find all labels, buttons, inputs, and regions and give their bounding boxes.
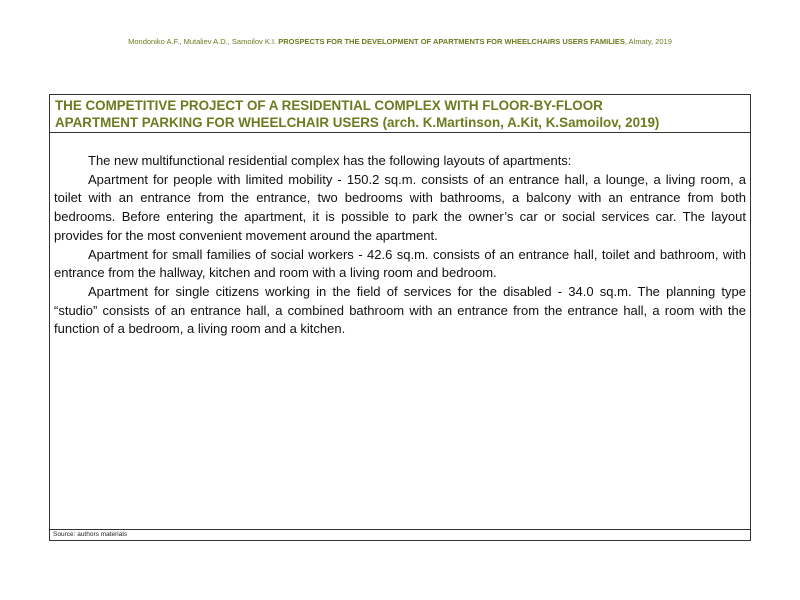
paragraph-single-citizens: Apartment for single citizens working in the field of services for the disabled - 34.0 sq.m. The planning type “studio” consists of an entrance hall, a combined bathroom with an entrance from the entrance hall, a room with the function of a bedroom, a living room and a kitchen.: [54, 283, 746, 337]
content-box: [49, 94, 751, 541]
header-paper-title: PROSPECTS FOR THE DEVELOPMENT OF APARTMENTS FOR WHEELCHAIRS USERS FAMILIES: [278, 37, 625, 46]
box-body: [50, 152, 750, 339]
header-place-year: , Almaty, 2019: [624, 37, 672, 46]
source-note: Source: authors materials: [50, 529, 750, 540]
box-title-line-2: APARTMENT PARKING FOR WHEELCHAIR USERS (arch. K.Martinson, A.Kit, K.Samoilov, 2019): [55, 115, 660, 130]
paragraph-intro: The new multifunctional residential complex has the following layouts of apartments:: [88, 153, 572, 168]
paragraph-social-workers: Apartment for small families of social workers - 42.6 sq.m. consists of an entrance hall, toilet and bathroom, with entrance from the hallway, kitchen and room with a living room and bedroom.: [54, 246, 746, 281]
header-authors: Mondoniko A.F., Mutaliev A.D., Samoilov K.I.: [128, 37, 277, 46]
running-header: [0, 37, 800, 46]
box-title: [50, 95, 750, 133]
box-title-line-1: THE COMPETITIVE PROJECT OF A RESIDENTIAL COMPLEX WITH FLOOR-BY-FLOOR: [55, 98, 603, 113]
paragraph-limited-mobility: Apartment for people with limited mobility - 150.2 sq.m. consists of an entrance hall, a lounge, a living room, a toilet with an entrance from the entrance, two bedrooms with bathrooms, a balcony with an entrance from both bedrooms. Before entering the apartment, it is possible to park the owner’s car or social services car. The layout provides for the most convenient movement around the apartment.: [54, 171, 746, 243]
